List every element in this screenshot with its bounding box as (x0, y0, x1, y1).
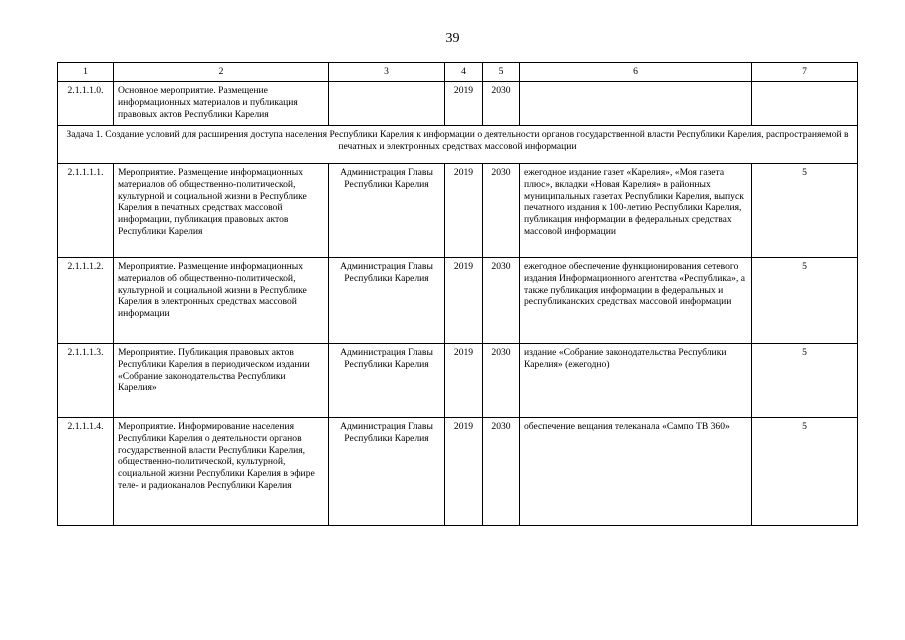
row-end-year: 2030 (483, 418, 520, 526)
row-end-year: 2030 (483, 82, 520, 126)
row-name: Мероприятие. Размещение информационных материалов об общественно-политической, культурной и социальной жизни в Республике Карелия в печатных средствах массовой информации, публикация правовых актов Республики Карелия (114, 164, 329, 258)
table-row (58, 164, 858, 258)
row-indicator: 5 (752, 258, 858, 344)
row-start-year: 2019 (445, 258, 483, 344)
row-name: Мероприятие. Публикация правовых актов Республики Карелия в периодическом издании «Собрание законодательства Республики Карелия» (114, 344, 329, 418)
row-code: 2.1.1.1.4. (58, 418, 114, 526)
column-numbers-row (58, 63, 858, 82)
row-result: издание «Собрание законодательства Республики Карелия» (ежегодно) (520, 344, 752, 418)
row-indicator (752, 82, 858, 126)
row-name: Мероприятие. Размещение информационных материалов об общественно-политической, культурной и социальной жизни в Республике Карелия в электронных средствах массовой информации (114, 258, 329, 344)
row-result: ежегодное обеспечение функционирования сетевого издания Информационного агентства «Республика», а также публикация информации в федеральных и республиканских средствах массовой информации (520, 258, 752, 344)
row-code: 2.1.1.1.0. (58, 82, 114, 126)
column-number: 2 (114, 63, 329, 82)
table-row (58, 418, 858, 526)
row-executor: Администрация Главы Республики Карелия (329, 418, 445, 526)
row-end-year: 2030 (483, 344, 520, 418)
table-row (58, 344, 858, 418)
program-table (57, 62, 858, 526)
row-start-year: 2019 (445, 164, 483, 258)
column-number: 6 (520, 63, 752, 82)
row-result: ежегодное издание газет «Карелия», «Моя газета плюс», вкладки «Новая Карелия» в районных муниципальных газетах Республики Карелия, выпуск печатного издания к 100-летию Республики Карелия, публикация информации в федеральных средствах массовой информации (520, 164, 752, 258)
row-start-year: 2019 (445, 82, 483, 126)
column-number: 3 (329, 63, 445, 82)
row-executor: Администрация Главы Республики Карелия (329, 258, 445, 344)
row-code: 2.1.1.1.1. (58, 164, 114, 258)
row-result (520, 82, 752, 126)
row-executor: Администрация Главы Республики Карелия (329, 344, 445, 418)
row-name: Мероприятие. Информирование населения Республики Карелия о деятельности органов государственной власти Республики Карелия, общественно-политической, культурной, социальной жизни Республики Карелия в эфире теле- и радиоканалов Республики Карелия (114, 418, 329, 526)
main-activity-row (58, 82, 858, 126)
row-name: Основное мероприятие. Размещение информационных материалов и публикация правовых актов Республики Карелия (114, 82, 329, 126)
column-number: 4 (445, 63, 483, 82)
column-number: 1 (58, 63, 114, 82)
row-indicator: 5 (752, 164, 858, 258)
row-result: обеспечение вещания телеканала «Сампо ТВ 360» (520, 418, 752, 526)
row-executor: Администрация Главы Республики Карелия (329, 164, 445, 258)
task-text: Задача 1. Создание условий для расширения доступа населения Республики Карелия к информации о деятельности органов государственной власти Республики Карелия, распространяемой в печатных и электронных средствах массовой информации (58, 126, 858, 164)
column-number: 5 (483, 63, 520, 82)
row-start-year: 2019 (445, 344, 483, 418)
row-end-year: 2030 (483, 258, 520, 344)
row-end-year: 2030 (483, 164, 520, 258)
row-code: 2.1.1.1.2. (58, 258, 114, 344)
table-row (58, 258, 858, 344)
task-row (58, 126, 858, 164)
row-start-year: 2019 (445, 418, 483, 526)
row-indicator: 5 (752, 344, 858, 418)
page-number: 39 (445, 31, 460, 46)
column-number: 7 (752, 63, 858, 82)
row-code: 2.1.1.1.3. (58, 344, 114, 418)
row-executor (329, 82, 445, 126)
row-indicator: 5 (752, 418, 858, 526)
